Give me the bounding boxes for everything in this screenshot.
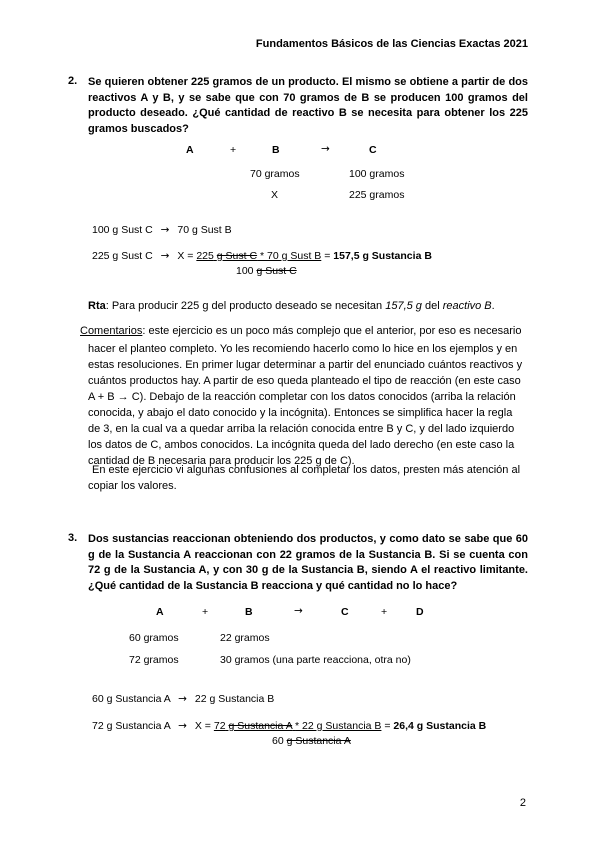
comments-line: cuántos productos hay. A partir de eso queda planteado el tipo de reacción (en este caso xyxy=(88,375,521,387)
rule-line-2 xyxy=(92,250,432,262)
comments-first-line: Comentarios: este ejercicio es un poco más complejo que el anterior, por eso es necesario xyxy=(80,325,522,337)
x-equals: X = xyxy=(194,720,211,732)
page-header-title: Fundamentos Básicos de las Ciencias Exactas 2021 xyxy=(255,38,528,50)
comments-line: hacer el planteo completo. Yo les recomiendo hacerlo como lo hice en los ejemplos y en xyxy=(88,343,518,355)
reaction-plus: + xyxy=(381,606,388,618)
rule-arrow: → xyxy=(178,693,187,705)
x-equals: X = xyxy=(177,250,194,262)
table-cell-a-known: 60 gramos xyxy=(129,632,179,644)
reaction-plus: + xyxy=(230,144,237,156)
answer-target: reactivo B xyxy=(442,300,492,312)
problem-3-statement: Dos sustancias reaccionan obteniendo dos productos, y como dato se sabe que 60 g de la Sustancia A reaccionan con 22 gramos de la Sustancia B. Si se cuenta con 72 g de la Sustancia A, y con 30 g de la Sustancia B, siendo A el reactivo limitante. ¿Qué cantidad de la Sustancia B reacciona y qué cantidad no lo hace? xyxy=(88,533,528,592)
table-cell-b-available: 30 gramos (una parte reacciona, otra no) xyxy=(220,654,411,666)
comments-label: Comentarios xyxy=(80,325,143,337)
reaction-species-a: A xyxy=(186,144,194,156)
cancelled-unit: g Sust C xyxy=(256,265,297,277)
cancelled-unit: g Sustancia A xyxy=(228,720,293,732)
reaction-species-a: A xyxy=(156,606,164,618)
rule-left: 72 g Sustancia A xyxy=(92,720,171,732)
cancelled-unit: g Sust C xyxy=(216,250,258,262)
reaction-species-b: B xyxy=(245,606,253,618)
reaction-arrow: → xyxy=(321,143,330,155)
fraction-denominator: 100 g Sust C xyxy=(236,265,297,277)
result-value: 157,5 g Sustancia B xyxy=(333,250,432,262)
rule-arrow: → xyxy=(160,250,170,262)
fraction-denominator: 60 g Sustancia A xyxy=(272,735,351,747)
result-value: 26,4 g Sustancia B xyxy=(393,720,487,732)
rule-line-1 xyxy=(92,224,232,236)
reaction-plus: + xyxy=(202,606,209,618)
comments-line: En este ejercicio vi algunas confusiones al completar los datos, presten más atención al xyxy=(92,464,521,476)
comments-second-paragraph xyxy=(88,462,520,494)
table-cell-c-target: 225 gramos xyxy=(349,189,405,201)
page-number: 2 xyxy=(519,797,526,809)
problem-2-number: 2. xyxy=(68,75,78,87)
rule-left: 225 g Sust C xyxy=(92,250,153,262)
comments-line: estas resoluciones. En primer lugar determinar a partir del enunciado cuántos reactivos y xyxy=(88,359,523,371)
rule-right: 70 g Sust B xyxy=(177,224,232,236)
rule-line-2 xyxy=(92,720,486,732)
cancelled-unit: g Sustancia A xyxy=(286,735,351,747)
rule-line-1 xyxy=(92,693,274,705)
reaction-arrow: → xyxy=(294,605,303,617)
equals-sign: = xyxy=(384,720,391,732)
answer-label: Rta xyxy=(88,300,106,312)
answer-line: Rta: Para producir 225 g del producto deseado se necesitan 157,5 g del reactivo B. xyxy=(88,300,495,312)
reaction-species-d: D xyxy=(416,606,424,618)
comments-line: los datos de C, ambos conocidos. La incógnita queda del lado derecho (en este caso la xyxy=(88,439,515,451)
reaction-species-c: C xyxy=(341,606,349,618)
rule-right: 22 g Sustancia B xyxy=(194,693,275,705)
table-cell-a-available: 72 gramos xyxy=(129,654,179,666)
fraction-numerator: 225 g Sust C * 70 g Sust B xyxy=(196,250,322,262)
comments-line: de 3, en la cual va a quedar arriba la relación conocida entre B y C, y del lado izquierdo xyxy=(88,423,515,435)
comments-line: A + B → C). Debajo de la reacción completar con los datos conocidos (arriba la relación xyxy=(88,391,516,403)
comments-line: copiar los valores. xyxy=(88,480,177,492)
table-cell-c-known: 100 gramos xyxy=(349,168,405,180)
reaction-species-c: C xyxy=(369,144,377,156)
reaction-species-b: B xyxy=(272,144,280,156)
equals-sign: = xyxy=(324,250,331,262)
rule-arrow: → xyxy=(160,224,170,236)
comments-body xyxy=(88,341,522,469)
comments-line: cantidad de B necesaria para producir los 225 g de C). xyxy=(88,455,355,467)
problem-3-number: 3. xyxy=(68,532,78,544)
rule-left: 60 g Sustancia A xyxy=(92,693,171,705)
rule-left: 100 g Sust C xyxy=(92,224,153,236)
rule-arrow: → xyxy=(178,720,187,732)
table-cell-b-known: 70 gramos xyxy=(250,168,300,180)
table-cell-b-known: 22 gramos xyxy=(220,632,270,644)
problem-2-statement: Se quieren obtener 225 gramos de un producto. El mismo se obtiene a partir de dos reactivos A y B, y se sabe que con 70 gramos de B se producen 100 gramos del producto deseado. ¿Qué cantidad de reactivo B se necesita para obtener los 225 gramos buscados? xyxy=(88,76,528,135)
table-cell-b-unknown: X xyxy=(271,189,279,201)
comments-line: conocida, y abajo el dato conocido y la incógnita). Entonces se simplifica hacer la regla xyxy=(88,407,513,419)
answer-value: 157,5 g xyxy=(385,300,422,312)
fraction-numerator: 72 g Sustancia A * 22 g Sustancia B xyxy=(213,720,382,732)
